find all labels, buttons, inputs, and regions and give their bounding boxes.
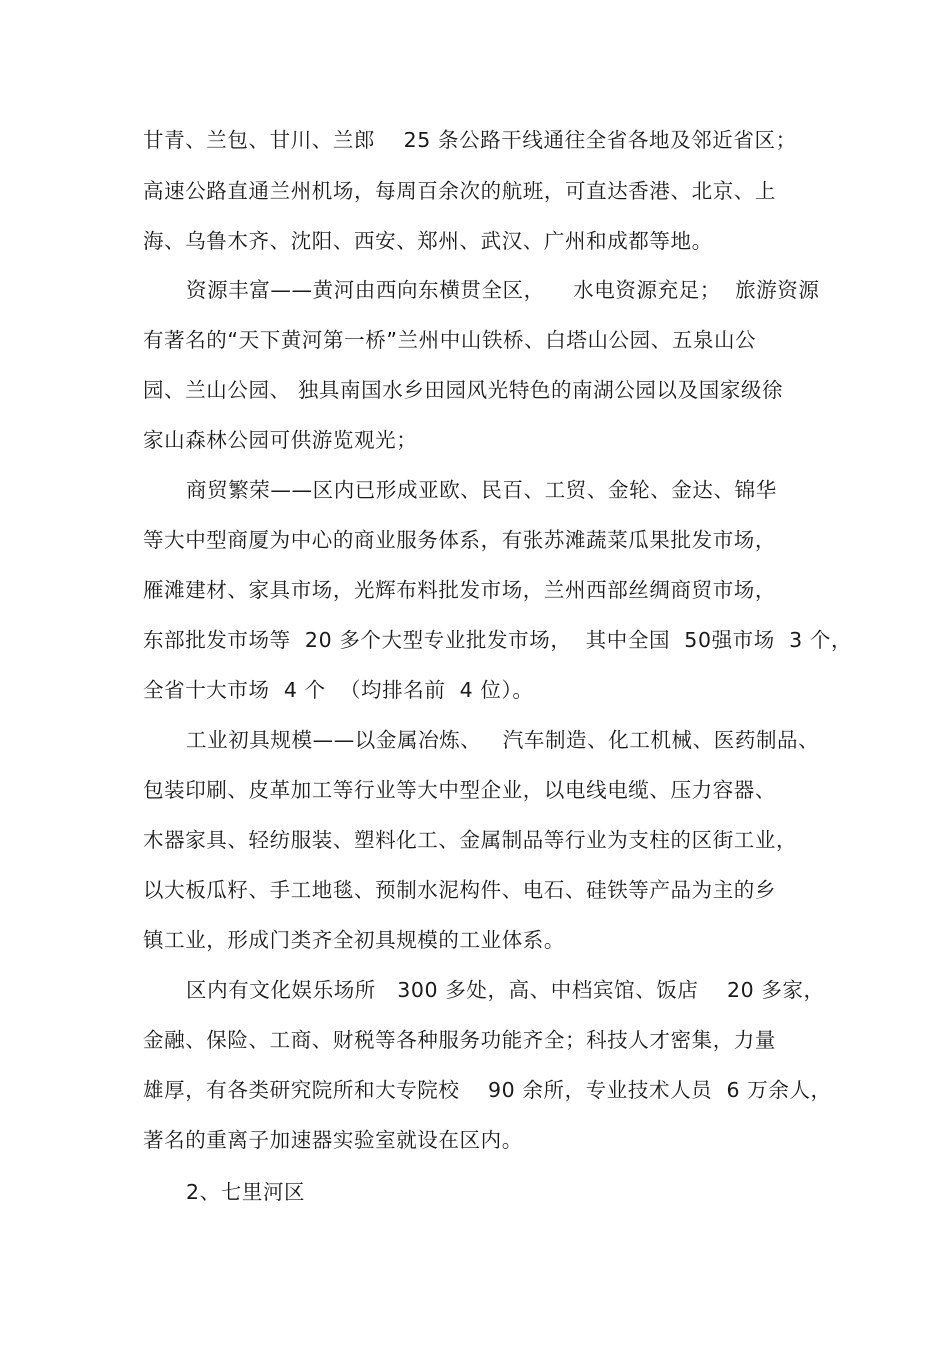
text-line: 全省十大市场 4 个 （均排名前 4 位）。	[143, 678, 534, 702]
text-line: 海、乌鲁木齐、沈阳、西安、郑州、武汉、广州和成都等地。	[143, 229, 713, 253]
paragraph-commerce-start: 商贸繁荣——区内已形成亚欧、民百、工贸、金轮、金达、锦华	[186, 478, 777, 502]
text-line: 金融、保险、工商、财税等各种服务功能齐全；科技人才密集，力量	[143, 1028, 776, 1052]
text-line: 园、兰山公园、 独具南国水乡田园风光特色的南湖公园以及国家级徐	[143, 378, 784, 402]
text-line: 雁滩建材、家具市场，光辉布料批发市场，兰州西部丝绸商贸市场，	[143, 578, 776, 602]
text-line: 著名的重离子加速器实验室就设在区内。	[143, 1128, 523, 1152]
text-line: 包装印刷、皮革加工等行业等大中型企业，以电线电缆、压力容器、	[143, 778, 776, 802]
text-line: 东部批发市场等 20 多个大型专业批发市场， 其中全国 50强市场 3 个，	[143, 628, 853, 652]
text-line: 以大板瓜籽、手工地毯、预制水泥构件、电石、硅铁等产品为主的乡	[143, 878, 776, 902]
paragraph-resources-start: 资源丰富——黄河由西向东横贯全区， 水电资源充足； 旅游资源	[186, 278, 820, 302]
text-line: 等大中型商厦为中心的商业服务体系，有张苏滩蔬菜瓜果批发市场，	[143, 528, 776, 552]
section-heading-qilihe: 2、七里河区	[186, 1180, 306, 1204]
text-line: 木器家具、轻纺服装、塑料化工、金属制品等行业为支柱的区街工业，	[143, 828, 798, 852]
paragraph-services-start: 区内有文化娱乐场所 300 多处，高、中档宾馆、饭店 20 多家，	[186, 978, 825, 1002]
text-line: 有著名的“天下黄河第一桥”兰州中山铁桥、白塔山公园、五泉山公	[143, 328, 757, 352]
text-line: 家山森林公园可供游览观光；	[143, 428, 418, 452]
text-line: 镇工业，形成门类齐全初具规模的工业体系。	[143, 928, 565, 952]
text-line: 甘青、兰包、甘川、兰郎 25 条公路干线通往全省各地及邻近省区；	[143, 128, 797, 152]
text-line: 高速公路直通兰州机场，每周百余次的航班，可直达香港、北京、上	[143, 179, 776, 203]
text-line: 雄厚，有各类研究院所和大专院校 90 余所，专业技术人员 6 万余人，	[143, 1078, 832, 1102]
paragraph-industry-start: 工业初具规模——以金属冶炼、 汽车制造、化工机械、医药制品、	[186, 728, 820, 752]
